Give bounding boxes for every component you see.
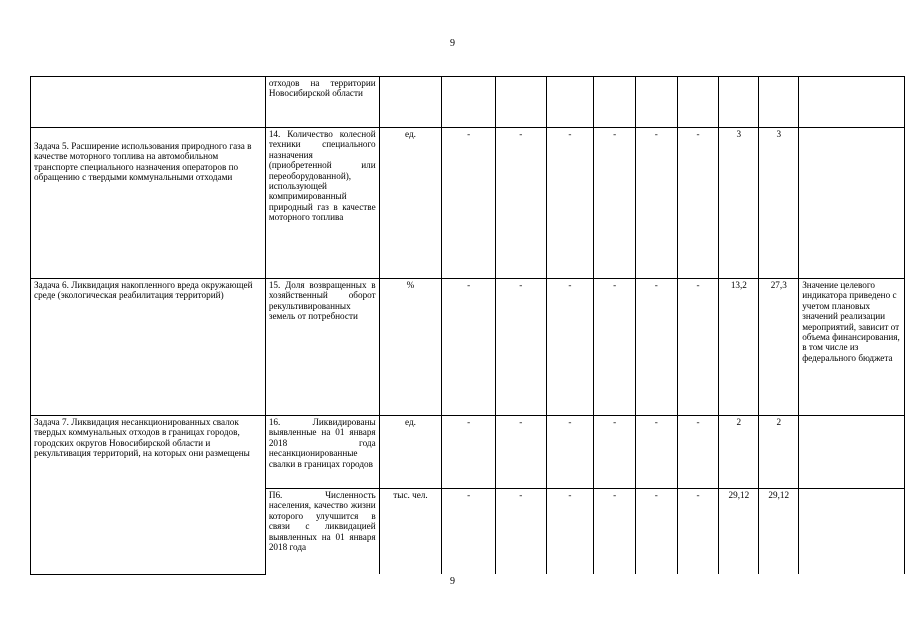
value-cell: - — [594, 128, 636, 279]
value-cell — [677, 77, 719, 128]
value-cell: 3 — [759, 128, 799, 279]
table-row — [31, 279, 905, 416]
page-number-bottom: 9 — [450, 576, 455, 587]
value-cell: - — [442, 128, 496, 279]
value-cell — [594, 77, 636, 128]
value-cell — [759, 77, 799, 128]
value-cell: - — [495, 279, 546, 416]
note-cell — [799, 416, 905, 489]
value-cell: - — [635, 279, 677, 416]
value-cell: - — [442, 489, 496, 575]
task-cell: Задача 7. Ликвидация несанкционированных свалок твердых коммунальных отходов в границах городов, городских округов Новосибирской области и рекультивация территорий, на которых они размещены — [31, 416, 266, 575]
indicator-cell: П6. Численность населения, качество жизни которого улучшится в связи с ликвидацией выявленных на 01 января 2018 года — [265, 489, 379, 575]
value-cell: - — [594, 489, 636, 575]
value-cell: - — [442, 416, 496, 489]
value-cell: - — [546, 416, 594, 489]
value-cell: - — [635, 416, 677, 489]
value-cell: - — [495, 416, 546, 489]
value-cell — [495, 77, 546, 128]
table-row — [31, 128, 905, 279]
note-cell: Значение целевого индикатора приведено с учетом плановых значений реализации мероприятий, зависит от объема финансирования, в том числе из федерального бюджета — [799, 279, 905, 416]
table-row — [31, 416, 905, 489]
task-cell: Задача 6. Ликвидация накопленного вреда окружающей среде (экологическая реабилитация территорий) — [31, 279, 266, 416]
value-cell: - — [495, 128, 546, 279]
value-cell: - — [677, 489, 719, 575]
value-cell — [719, 77, 759, 128]
value-cell: - — [594, 279, 636, 416]
indicator-cell: 14. Количество колесной техники специального назначения (приобретенной или переоборудованной), использующей компримированный природный газ в качестве моторного топлива — [265, 128, 379, 279]
note-cell — [799, 77, 905, 128]
value-cell: 27,3 — [759, 279, 799, 416]
value-cell — [635, 77, 677, 128]
value-cell: - — [635, 489, 677, 575]
unit-cell: ед. — [379, 416, 442, 489]
note-cell — [799, 489, 905, 575]
value-cell — [442, 77, 496, 128]
task-cell: Задача 5. Расширение использования природного газа в качестве моторного топлива на автомобильном транспорте специального назначения операторов по обращению с твердыми коммунальными отходами — [31, 128, 266, 279]
value-cell: - — [677, 416, 719, 489]
value-cell: 13,2 — [719, 279, 759, 416]
indicator-cell: 15. Доля возвращенных в хозяйственный оборот рекультивированных земель от потребности — [265, 279, 379, 416]
page-number-top: 9 — [450, 38, 455, 49]
value-cell: - — [495, 489, 546, 575]
unit-cell: тыс. чел. — [379, 489, 442, 575]
value-cell: 29,12 — [759, 489, 799, 575]
value-cell: 3 — [719, 128, 759, 279]
value-cell: - — [546, 279, 594, 416]
indicator-cell: отходов на территории Новосибирской области — [265, 77, 379, 128]
unit-cell — [379, 77, 442, 128]
value-cell: - — [594, 416, 636, 489]
task-cell — [31, 77, 266, 128]
indicator-cell: 16. Ликвидированы выявленные на 01 января 2018 года несанкционированные свалки в границах городов — [265, 416, 379, 489]
value-cell: - — [442, 279, 496, 416]
value-cell: - — [635, 128, 677, 279]
table-row — [31, 77, 905, 128]
value-cell: - — [546, 128, 594, 279]
value-cell: - — [546, 489, 594, 575]
value-cell: - — [677, 128, 719, 279]
note-cell — [799, 128, 905, 279]
value-cell: - — [677, 279, 719, 416]
unit-cell: ед. — [379, 128, 442, 279]
unit-cell: % — [379, 279, 442, 416]
value-cell — [546, 77, 594, 128]
value-cell: 2 — [759, 416, 799, 489]
value-cell: 29,12 — [719, 489, 759, 575]
value-cell: 2 — [719, 416, 759, 489]
indicators-table — [30, 76, 905, 575]
